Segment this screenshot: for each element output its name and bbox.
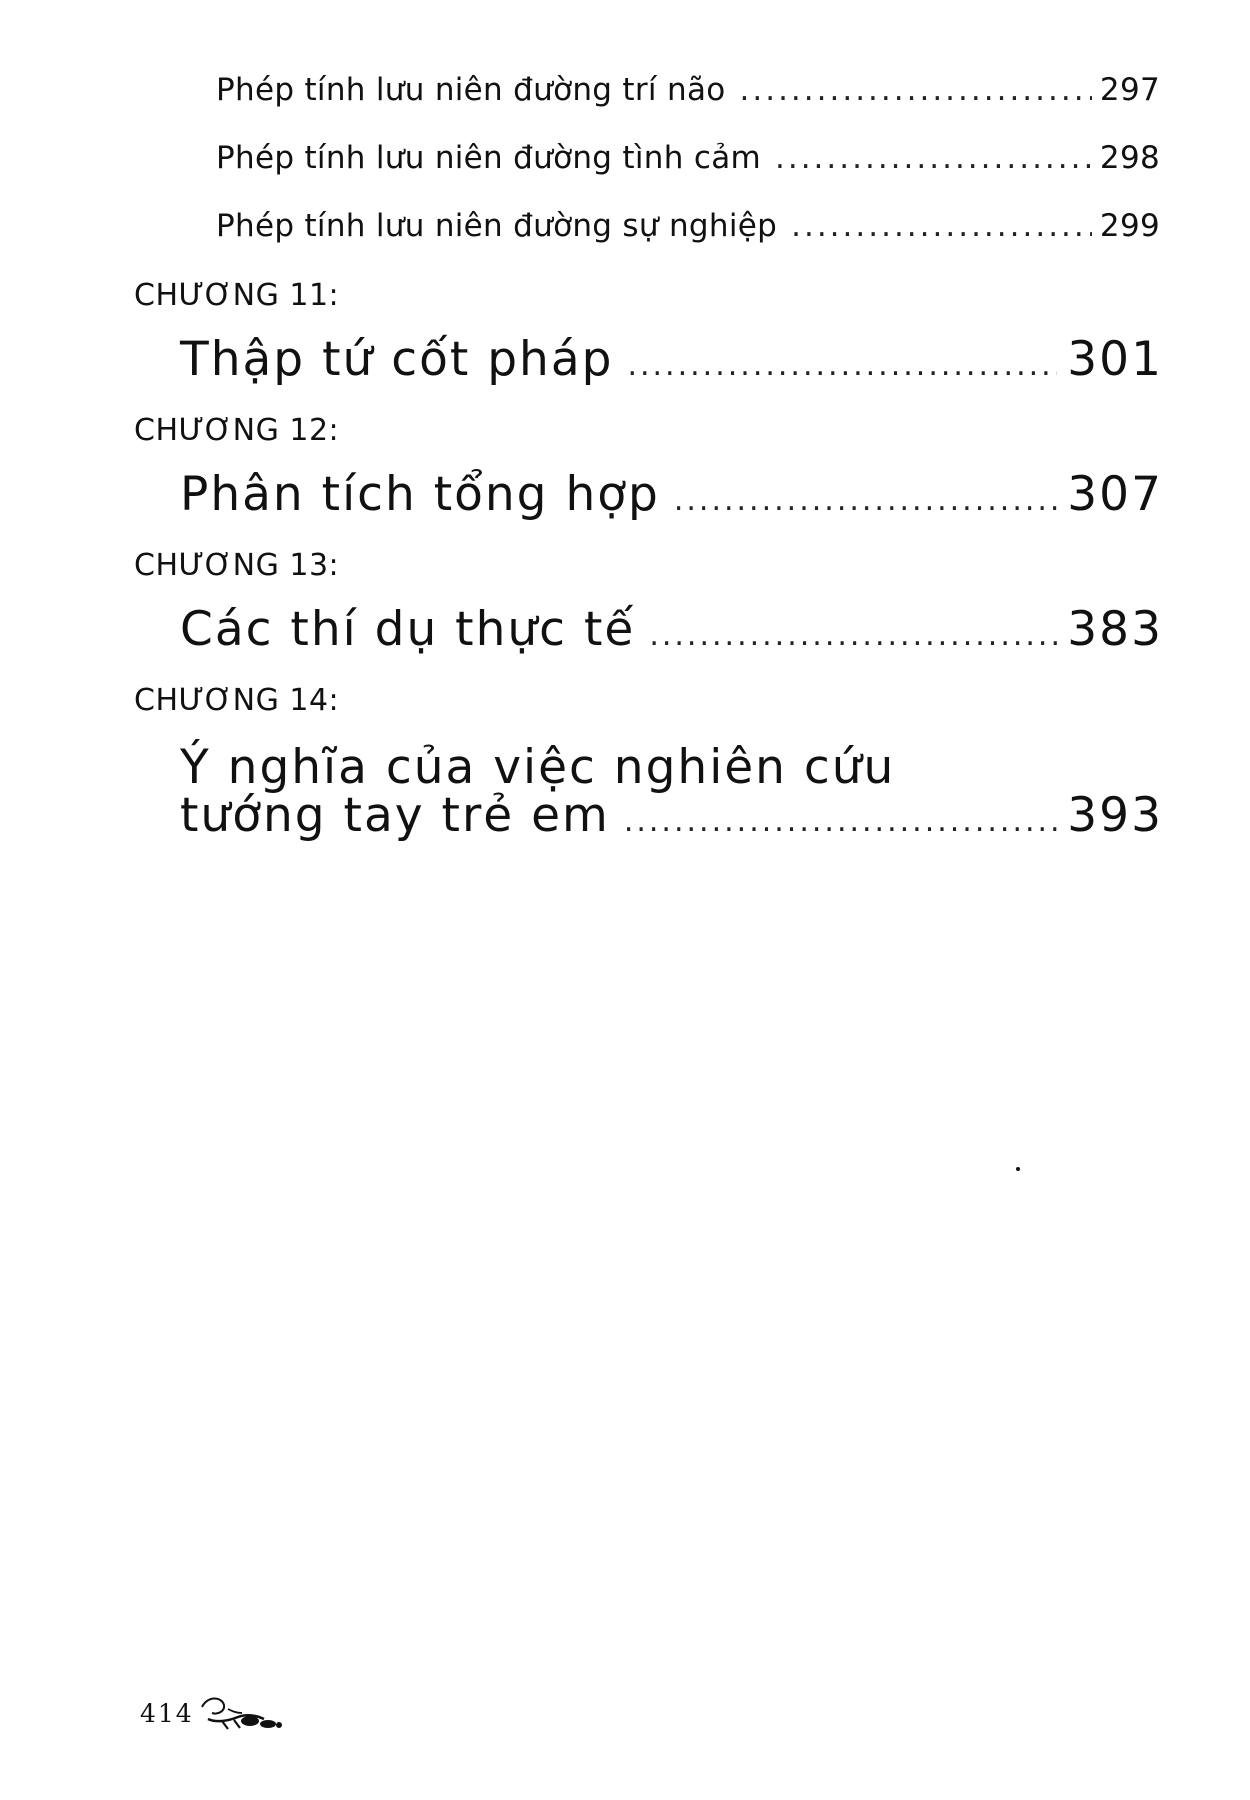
chapter-label: CHƯƠNG 11:	[134, 278, 340, 313]
chapter-title-line1: Ý nghĩa của việc nghiên cứu	[180, 740, 896, 795]
toc-chapter-entry	[180, 602, 1163, 657]
dot-leader	[674, 483, 1057, 518]
entry-title: Phép tính lưu niên đường sự nghiệp	[216, 208, 778, 244]
page-footer	[140, 1693, 284, 1733]
chapter-label: CHƯƠNG 14:	[134, 683, 340, 718]
chapter-page-number: 393	[1067, 788, 1163, 843]
toc-chapter-entry	[180, 467, 1163, 522]
toc-chapter-entry	[180, 788, 1163, 843]
page-number: 414	[140, 1698, 194, 1728]
entry-page-number: 298	[1099, 140, 1160, 176]
dot-leader	[791, 208, 1092, 244]
toc-sub-entry	[216, 208, 1160, 244]
toc-sub-entry	[216, 140, 1160, 176]
dot-leader	[775, 140, 1092, 176]
chapter-title: Các thí dụ thực tế	[180, 602, 636, 657]
dot-leader	[624, 804, 1057, 839]
stray-dot	[1016, 1167, 1020, 1171]
chapter-title: Thập tứ cốt pháp	[180, 332, 614, 387]
chapter-label: CHƯƠNG 12:	[134, 413, 340, 448]
chapter-page-number: 383	[1067, 602, 1163, 657]
toc-chapter-entry	[180, 332, 1163, 387]
dot-leader	[740, 72, 1092, 108]
chapter-title-line2: tướng tay trẻ em	[180, 788, 610, 843]
entry-title: Phép tính lưu niên đường tình cảm	[216, 140, 761, 176]
entry-page-number: 297	[1099, 72, 1160, 108]
hand-ornament-icon	[198, 1693, 284, 1733]
entry-title: Phép tính lưu niên đường trí não	[216, 72, 726, 108]
dot-leader	[627, 348, 1057, 383]
chapter-page-number: 307	[1067, 467, 1163, 522]
chapter-label: CHƯƠNG 13:	[134, 548, 340, 583]
entry-page-number: 299	[1099, 208, 1160, 244]
chapter-page-number: 301	[1067, 332, 1163, 387]
chapter-title: Phân tích tổng hợp	[180, 467, 660, 522]
dot-leader	[649, 618, 1057, 653]
toc-sub-entry	[216, 72, 1160, 108]
